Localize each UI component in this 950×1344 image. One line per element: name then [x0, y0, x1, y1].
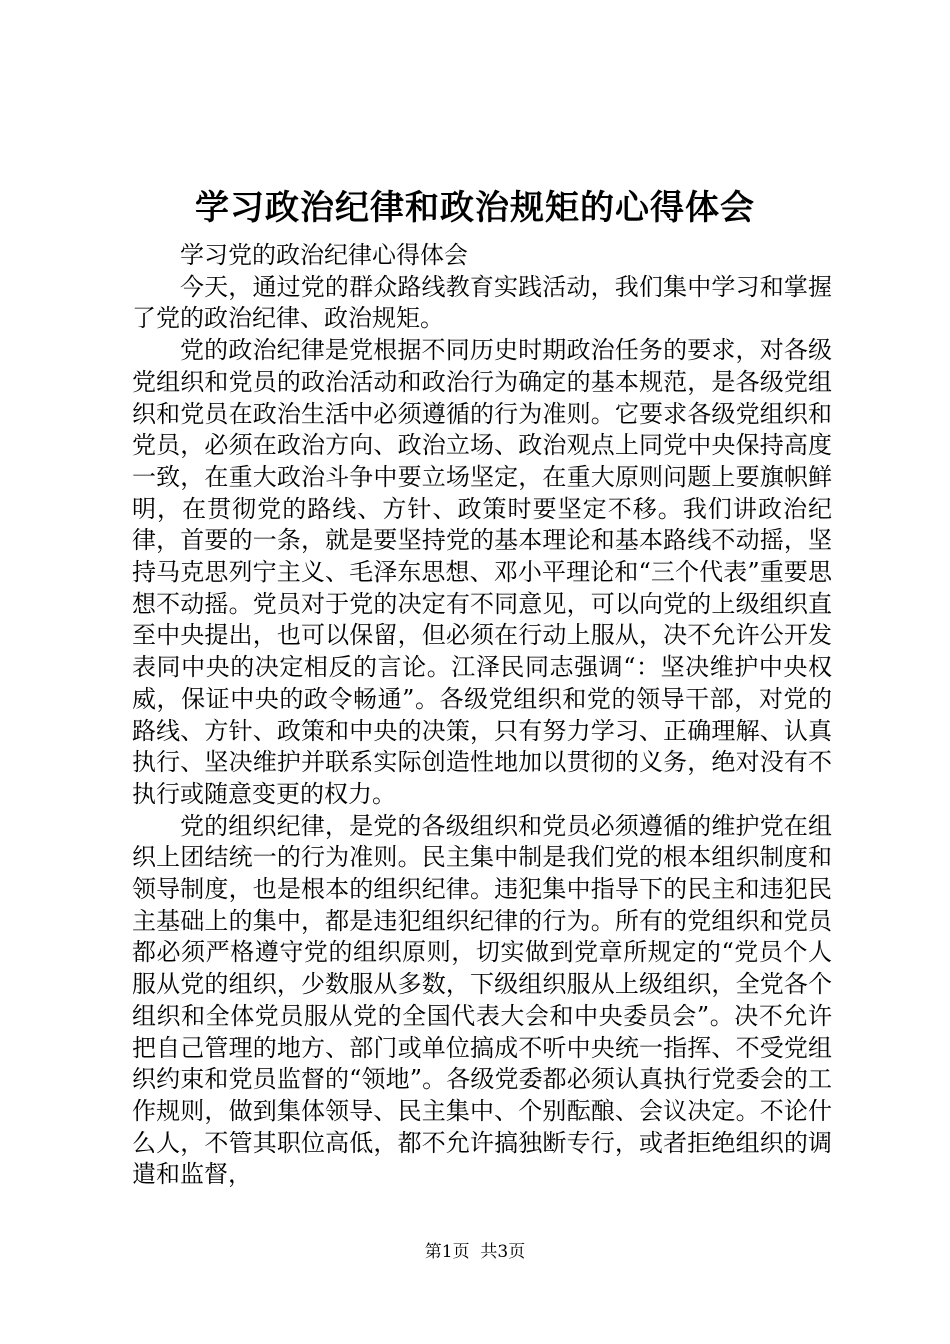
page-footer [0, 1240, 950, 1264]
document-body [132, 240, 832, 1191]
document-title: 学习政治纪律和政治规矩的心得体会 [195, 188, 755, 228]
paragraph-political-discipline: 党的政治纪律是党根据不同历史时期政治任务的要求，对各级党组织和党员的政治活动和政治行为确定的基本规范，是各级党组织和党员在政治生活中必须遵循的行为准则。它要求各级党组织和党员，必须在政治方向、政治立场、政治观点上同党中央保持高度一致，在重大政治斗争中要立场坚定，在重大原则问题上要旗帜鲜明，在贯彻党的路线、方针、政策时要坚定不移。我们讲政治纪律，首要的一条，就是要坚持党的基本理论和基本路线不动摇，坚持马克思列宁主义、毛泽东思想、邓小平理论和“三个代表”重要思想不动摇。党员对于党的决定有不同意见，可以向党的上级组织直至中央提出，也可以保留，但必须在行动上服从，决不允许公开发表同中央的决定相反的言论。江泽民同志强调“：坚决维护中央权威，保证中央的政令畅通”。各级党组织和党的领导干部，对党的路线、方针、政策和中央的决策，只有努力学习、正确理解、认真执行、坚决维护并联系实际创造性地加以贯彻的义务，绝对没有不执行或随意变更的权力。 [132, 336, 832, 808]
paragraph-intro: 今天，通过党的群众路线教育实践活动，我们集中学习和掌握了党的政治纪律、政治规矩。 [132, 272, 832, 333]
page-number: 第1页 [424, 1242, 470, 1262]
paragraph-subtitle: 学习党的政治纪律心得体会 [180, 241, 468, 269]
page-total: 共3页 [480, 1242, 526, 1262]
paragraph-organizational-discipline: 党的组织纪律，是党的各级组织和党员必须遵循的维护党在组织上团结统一的行为准则。民主集中制是我们党的根本组织制度和领导制度，也是根本的组织纪律。违犯集中指导下的民主和违犯民主基础上的集中，都是违犯组织纪律的行为。所有的党组织和党员都必须严格遵守党的组织原则，切实做到党章所规定的“党员个人服从党的组织，少数服从多数，下级组织服从上级组织，全党各个组织和全体党员服从党的全国代表大会和中央委员会”。决不允许把自己管理的地方、部门或单位搞成不听中央统一指挥、不受党组织约束和党员监督的“领地”。各级党委都必须认真执行党委会的工作规则，做到集体领导、民主集中、个别酝酿、会议决定。不论什么人，不管其职位高低，都不允许搞独断专行，或者拒绝组织的调遣和监督， [132, 811, 832, 1189]
